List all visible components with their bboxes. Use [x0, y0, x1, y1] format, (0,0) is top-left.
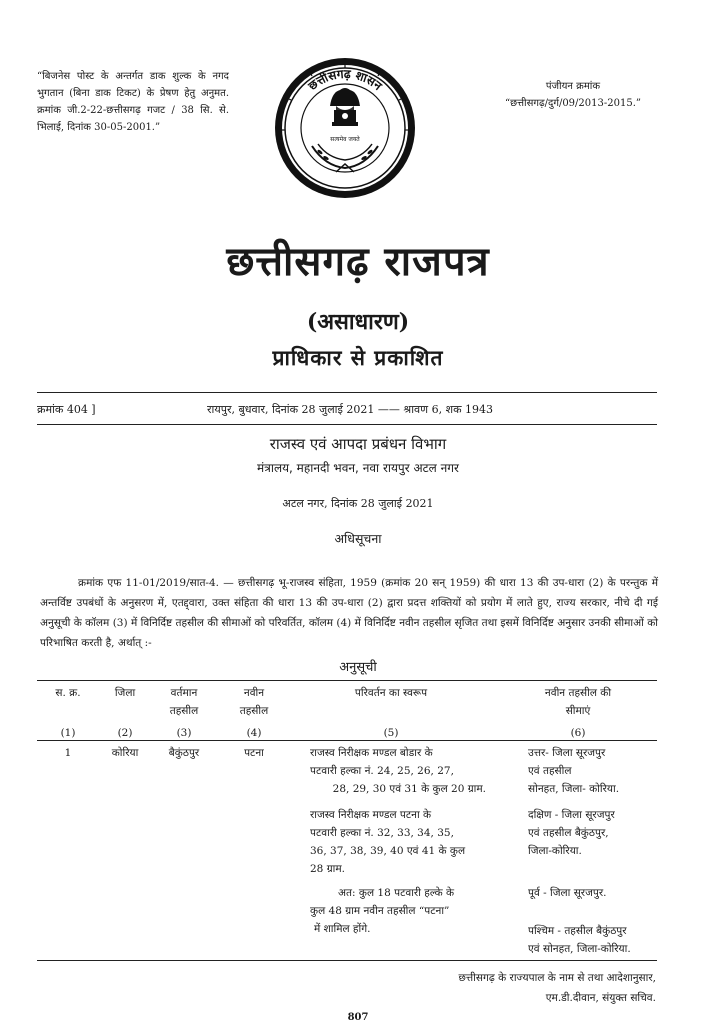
- cell-boundary-south: [528, 806, 668, 860]
- col-number-3: (3): [176, 727, 192, 739]
- department-name: राजस्व एवं आपदा प्रबंधन विभाग: [269, 435, 447, 453]
- divider-issue: [37, 424, 657, 425]
- divider-top: [37, 392, 657, 393]
- gazette-title: छत्तीसगढ़ राजपत्र: [226, 239, 490, 285]
- header-current-line1: वर्तमान: [170, 687, 198, 699]
- col-number-4: (4): [246, 727, 262, 739]
- header-new-tehsil: [222, 684, 286, 720]
- department-address: मंत्रालय, महानदी भवन, नवा रायपुर अटल नगर: [257, 461, 459, 475]
- change-p2-line3: 36, 37, 38, 39, 40 एवं 41 के कुल: [310, 845, 466, 857]
- table-top-rule: [37, 680, 657, 681]
- signatory: एम.डी.दीवान, संयुक्त सचिव.: [545, 992, 656, 1004]
- south-line1: दक्षिण - जिला सूरजपुर: [528, 809, 615, 821]
- cell-change-part3: [310, 884, 486, 938]
- cell-sno: 1: [64, 747, 72, 759]
- header-sno: स. क्र.: [55, 687, 81, 699]
- change-p1-line3: 28, 29, 30 एवं 31 के कुल 20 ग्राम.: [332, 783, 486, 795]
- cell-change-part1: [310, 744, 486, 798]
- header-current-tehsil: [154, 684, 214, 720]
- table-header-rule: [37, 740, 657, 741]
- cell-boundary-north: [528, 744, 668, 798]
- change-p1-line2: पटवारी हल्का नं. 24, 25, 26, 27,: [310, 765, 454, 777]
- header-bounds-line2: सीमाएं: [565, 705, 591, 717]
- gazette-authority: प्राधिकार से प्रकाशित: [272, 345, 444, 370]
- change-p2-line2: पटवारी हल्का नं. 32, 33, 34, 35,: [310, 827, 454, 839]
- emblem-top-text: छत्तीसगढ़ शासन: [305, 66, 385, 94]
- cell-boundary-east: [528, 884, 668, 902]
- cell-current-tehsil: बैकुंठपुर: [168, 747, 200, 759]
- order-line: छत्तीसगढ़ के राज्यपाल के नाम से तथा आदेशानुसार,: [458, 972, 656, 984]
- change-p2-line1: राजस्व निरीक्षक मण्डल पटना के: [310, 809, 432, 821]
- issue-date: रायपुर, बुधवार, दिनांक 28 जुलाई 2021 —— श्रावण 6, शक 1943: [207, 403, 494, 416]
- schedule-title: अनुसूची: [339, 660, 377, 675]
- north-line3: सोनहत, जिला- कोरिया.: [528, 783, 620, 795]
- north-line1: उत्तर- जिला सूरजपुर: [528, 747, 606, 759]
- signature-block: [300, 968, 656, 1008]
- registration-block: [478, 78, 668, 112]
- col-number-6: (6): [570, 727, 586, 739]
- notification-body: क्रमांक एफ 11-01/2019/सात-4. — छत्तीसगढ़ भू-राजस्व संहिता, 1959 (क्रमांक 20 सन् 1959) की धारा 13 की उप-धारा (2) के परन्तुक में अन्तर्विष्ट उपबंधों के अनुसरण में, एतद्द्वारा, उक्त संहिता की धारा 13 की उप-धारा (2) द्वारा प्रदत्त शक्तियों को प्रयोग में लाते हुए, राज्य सरकार, नीचे दी गई अनुसूची के कॉलम (3) में विनिर्दिष्ट तहसील की सीमाओं को परिवर्तित, कॉलम (4) में विनिर्दिष्ट नवीन तहसील सृजित तथा इसमें विनिर्दिष्ट अनुसार उनकी सीमाओं को परिभाषित करती है, अर्थात् :-: [40, 577, 658, 649]
- col-number-2: (2): [117, 727, 133, 739]
- cell-change-part2: [310, 806, 486, 878]
- cell-district: कोरिया: [111, 747, 139, 759]
- north-line2: एवं तहसील: [528, 765, 572, 777]
- issue-number: क्रमांक 404 ]: [37, 403, 96, 416]
- change-p2-line4: 28 ग्राम.: [310, 863, 345, 875]
- header-new-line2: तहसील: [239, 705, 269, 717]
- change-p1-line1: राजस्व निरीक्षक मण्डल बोडार के: [310, 747, 433, 759]
- header-bounds: [500, 684, 656, 720]
- col-number-5: (5): [383, 727, 399, 739]
- registration-label: पंजीयन क्रमांक: [545, 81, 601, 92]
- table-bottom-rule: [37, 960, 657, 961]
- col-number-1: (1): [60, 727, 76, 739]
- cell-boundary-west: [528, 922, 668, 958]
- west-line1: पश्चिम - तहसील बैकुंठपुर: [528, 925, 627, 937]
- cell-new-tehsil: पटना: [244, 747, 264, 759]
- postal-note: “बिजनेस पोस्ट के अन्तर्गत डाक शुल्क के नगद भुगतान (बिना डाक टिकट) के प्रेषण हेतु अनुमत. क्रमांक जी.2-22-छत्तीसगढ़ गजट / 38 सि. से. भिलाई, दिनांक 30-05-2001.”: [37, 71, 229, 133]
- place-date: अटल नगर, दिनांक 28 जुलाई 2021: [282, 497, 434, 510]
- header-new-line1: नवीन: [243, 687, 265, 699]
- change-p3-line2: कुल 48 ग्राम नवीन तहसील “पटना”: [310, 905, 450, 917]
- header-current-line2: तहसील: [169, 705, 199, 717]
- header-district: जिला: [114, 687, 136, 699]
- registration-number: “छत्तीसगढ़/दुर्ग/09/2013-2015.”: [505, 98, 641, 109]
- change-p3-line1: अत: कुल 18 पटवारी हल्के के: [338, 887, 455, 899]
- south-line2: एवं तहसील बैकुंठपुर,: [528, 827, 609, 839]
- west-line2: एवं सोनहत, जिला-कोरिया.: [528, 943, 631, 955]
- page-number: 807: [347, 1012, 369, 1023]
- emblem-motto: सत्यमेव जयते: [330, 136, 360, 143]
- chhattisgarh-emblem-icon: [270, 48, 420, 216]
- gazette-subtitle: (असाधारण): [306, 309, 410, 335]
- notification-heading: अधिसूचना: [334, 531, 382, 546]
- south-line3: जिला-कोरिया.: [528, 845, 582, 857]
- change-p3-line3: में शामिल होंगे.: [314, 923, 371, 935]
- header-bounds-line1: नवीन तहसील की: [544, 687, 612, 699]
- east-line1: पूर्व - जिला सूरजपुर.: [528, 887, 607, 899]
- header-change: परिवर्तन का स्वरूप: [354, 687, 428, 699]
